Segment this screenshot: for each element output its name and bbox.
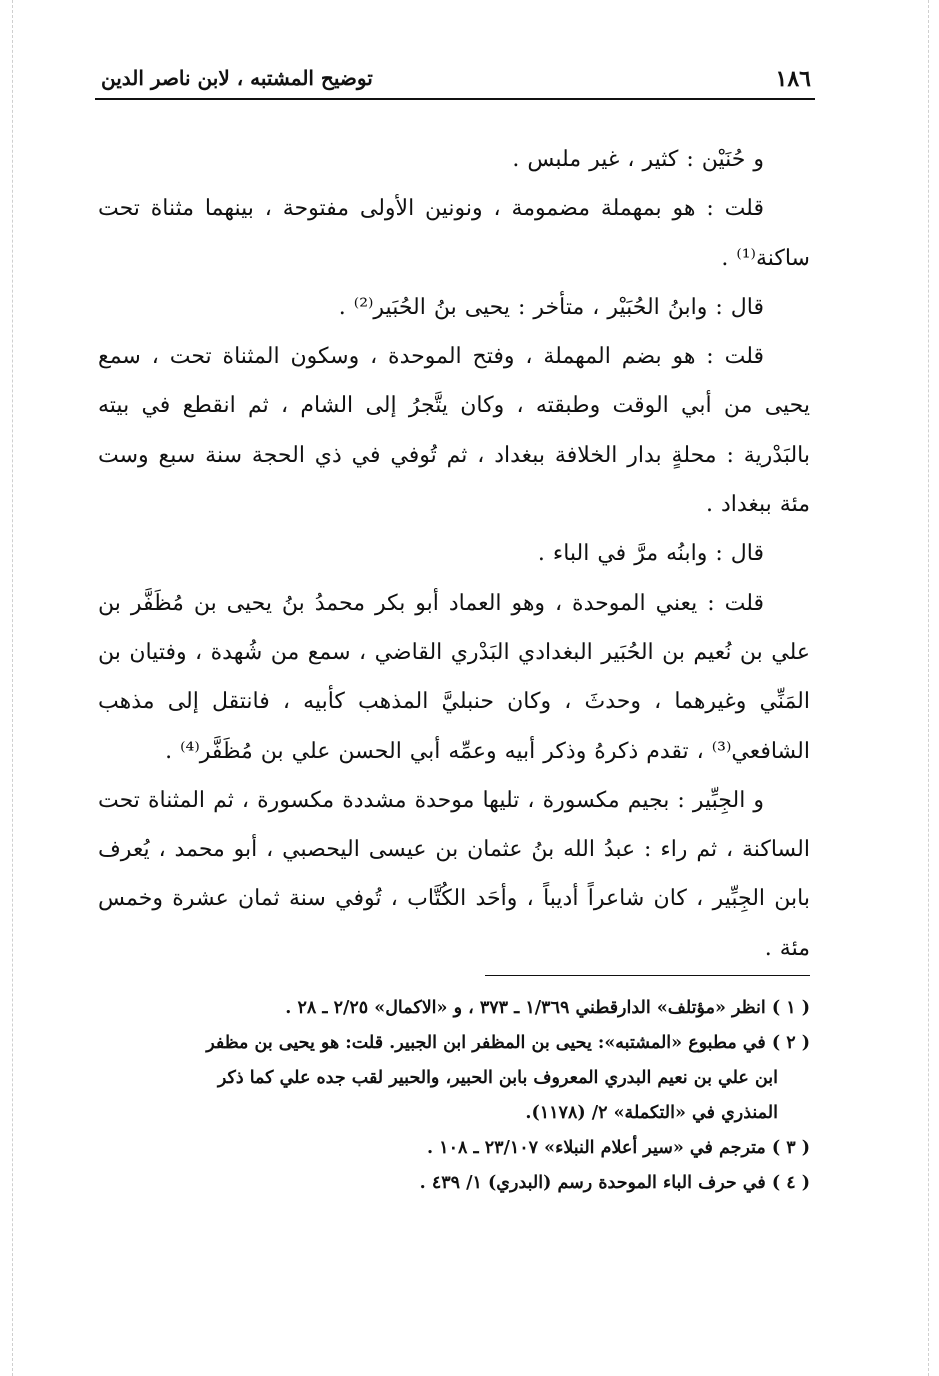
footnote-text: انظر «مؤتلف» الدارقطني ١/٣٦٩ ـ ٣٧٣ ، و «الاكمال» ٢/٢٥ ـ ٢٨ . [285, 998, 766, 1018]
footnotes [98, 991, 810, 1201]
footnote-mark: ( ٣ ) [771, 1138, 810, 1158]
paragraph: قال : وابنُ الحُبَيْر ، متأخر : يحيى بنُ الحُبَير⁽²⁾ . [338, 294, 764, 320]
footnote-mark: ( ٢ ) [771, 1033, 810, 1053]
paragraph: قال : وابنُه مرَّ في الباء . [537, 541, 764, 567]
footnote-3 [98, 1131, 810, 1166]
footnote-text: مترجم في «سير أعلام النبلاء» ٢٣/١٠٧ ـ ١٠٨ . [426, 1138, 766, 1158]
footnote-text: ابن علي بن نعيم البدري المعروف بابن الحبير، والحبير لقب جده علي كما ذكر [217, 1068, 778, 1088]
page-number: ١٨٦ [775, 66, 811, 92]
main-text [98, 135, 810, 973]
footnote-text: في مطبوع «المشتبه»: يحيى بن المظفر ابن الجبير. قلت: هو يحيى بن مظفر [206, 1033, 766, 1053]
paragraph: و حُنَيْن : كثير ، غير ملبس . [512, 147, 764, 172]
footnote-1 [98, 991, 810, 1026]
paragraph: قلت : يعني الموحدة ، وهو العماد أبو بكر محمدُ بنُ يحيى بن مُظَفَّر بن علي بن نُعيم بن الحُبَير البغدادي البَدْري القاضي ، سمع من شُهدة ، وفتيان بن المَنِّي وغيرهما ، وحدثَ ، وكان حنبليَّ المذهب كأبيه ، فانتقل إلى مذهب الشافعي⁽³⁾ ، تقدم ذكرهُ وذكر أبيه وعمِّه أبي الحسن علي بن مُظَفَّر⁽⁴⁾ . [98, 590, 810, 764]
footnote-4 [98, 1166, 810, 1201]
footnote-2 [98, 1026, 810, 1131]
footnote-text: المنذري في «التكملة» ٢/ (١١٧٨). [525, 1103, 778, 1123]
footnote-text: في حرف الباء الموحدة رسم (البدري) ١/ ٤٣٩ . [419, 1173, 766, 1193]
paragraph: و الجِبِّير : بجيم مكسورة ، تليها موحدة مشددة مكسورة ، ثم المثناة تحت الساكنة ، ثم راء : عبدُ الله بنُ عثمان بن عيسى اليحصبي ، أبو محمد ، يُعرف بابن الجِبِّير ، كان شاعراً أديباً ، وأحَد الكُتَّاب ، تُوفي سنة ثمان عشرة وخمس مئة . [98, 787, 810, 961]
paragraph: قلت : هو بمهملة مضمومة ، ونونين الأولى مفتوحة ، بينهما مثناة تحت ساكنة⁽¹⁾ . [98, 196, 810, 271]
footnote-separator [485, 975, 810, 976]
running-title: توضيح المشتبه ، لابن ناصر الدين [101, 66, 373, 90]
scan-margin-line [12, 0, 13, 1376]
scan-margin-line [928, 0, 929, 1376]
paragraph: قلت : هو بضم المهملة ، وفتح الموحدة ، وسكون المثناة تحت ، سمع يحيى من أبي الوقت وطبقته ، وكان يتَّجرُ إلى الشام ، ثم انقطع في بيته بالبَدْرية : محلةٍ بدار الخلافة ببغداد ، ثم تُوفي في ذي الحجة سنة سبع وست مئة ببغداد . [98, 344, 810, 518]
footnote-mark: ( ١ ) [771, 998, 810, 1018]
page-header [95, 58, 815, 100]
footnote-mark: ( ٤ ) [771, 1173, 810, 1193]
